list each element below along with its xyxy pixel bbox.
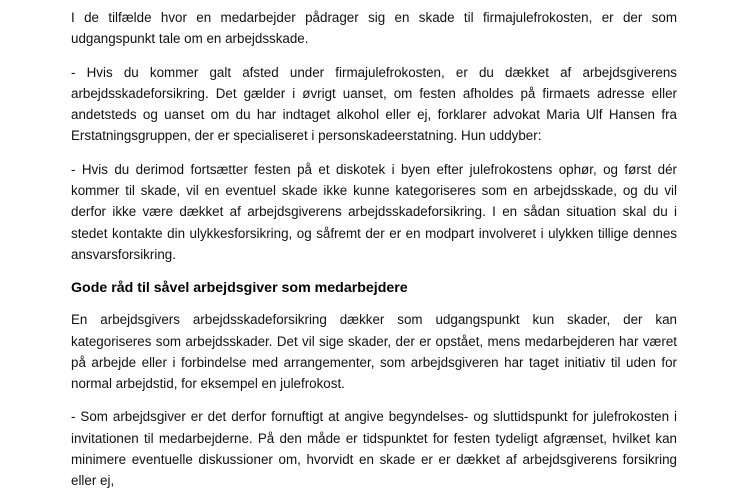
paragraph-quote-coverage: - Hvis du kommer galt afsted under firmajulefrokosten, er du dækket af arbejdsgiverens arbejdsskadeforsikring. Det gælder i øvrigt uanset, om festen afholdes på firmaets adresse eller andetsteds og uanset om du har indtaget alkohol eller ej, forklarer advokat Maria Ulf Hansen fra Erstatningsgruppen, der er specialiseret i personskadeerstatning. Hun uddyber: (71, 64, 677, 144)
paragraph-employer-insurance: En arbejdsgivers arbejdsskadeforsikring dækker som udgangspunkt kun skader, der kan kategoriseres som arbejdsskader. Det vil sige skader, der er opstået, mens medarbejderen har været på arbejde eller i forbindelse med arrangementer, som arbejdsgiveren har taget initiativ til uden for normal arbejdstid, for eksempel en julefrokost. (71, 312, 677, 392)
paragraph-intro: I de tilfælde hvor en medarbejder pådrager sig en skade til firmajulefrokosten, er der som udgangspunkt tale om en arbejdsskade. (71, 10, 677, 47)
paragraph-employer-advice: - Som arbejdsgiver er det derfor fornuftigt at angive begyndelses- og sluttidspunkt for julefrokosten i invitationen til medarbejderne. På den måde er tidspunktet for festen tydeligt afgrænset, hvilket kan minimere eventuelle diskussioner om, hvorvidt en skade er er dækket af arbejdsgiverens forsikring eller ej, (71, 409, 677, 489)
document-body (71, 7, 677, 504)
section-heading: Gode råd til såvel arbejdsgiver som medarbejdere (71, 280, 408, 297)
paragraph-quote-discotheque: - Hvis du derimod fortsætter festen på et diskotek i byen efter julefrokostens ophør, og først dér kommer til skade, vil en eventuel skade ikke kunne kategoriseres som en arbejdsskade, og du vil derfor ikke være dækket af arbejdsgiverens arbejdsskadeforsikring. I en sådan situation skal du i stedet kontakte din ulykkesforsikring, og såfremt der er en modpart involveret i ulykken tillige dennes ansvarsforsikring. (71, 161, 677, 262)
